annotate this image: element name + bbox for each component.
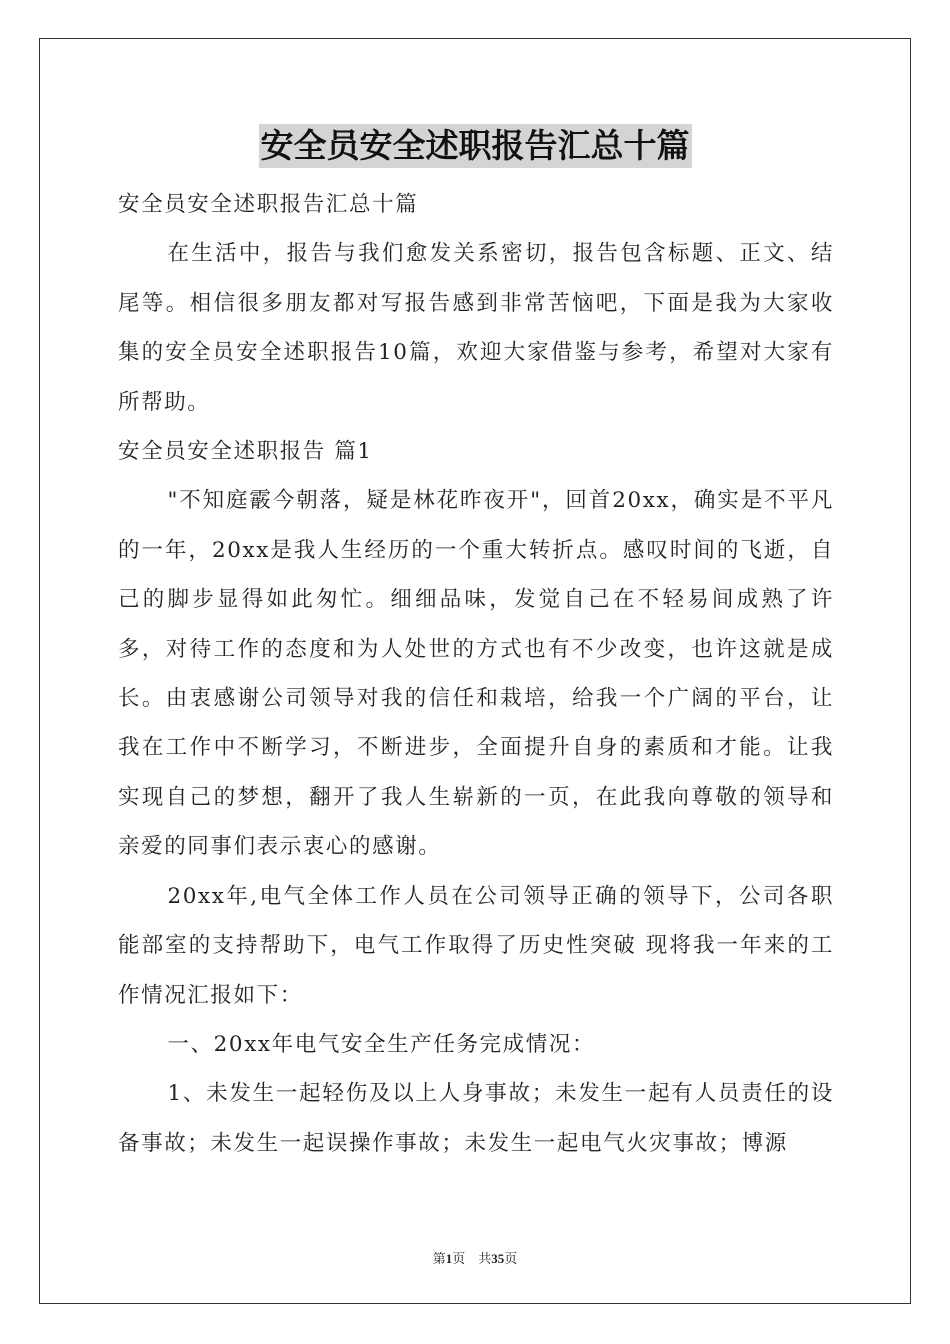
- body-paragraph: 20xx年,电气全体工作人员在公司领导正确的领导下，公司各职能部室的支持帮助下，电气工作取得了历史性突破 现将我一年来的工作情况汇报如下：: [118, 883, 834, 1008]
- body-paragraph: "不知庭霰今朝落，疑是林花昨夜开"，回首20xx，确实是不平凡的一年，20xx是我人生经历的一个重大转折点。感叹时间的飞逝，自己的脚步显得如此匆忙。细细品味，发觉自己在不轻易间成熟了许多，对待工作的态度和为人处世的方式也有不少改变，也许这就是成长。由衷感谢公司领导对我的信任和栽培，给我一个广阔的平台，让我在工作中不断学习，不断进步，全面提升自身的素质和才能。让我实现自己的梦想，翻开了我人生崭新的一页，在此我向尊敬的领导和亲爱的同事们表示衷心的感谢。: [118, 488, 834, 860]
- footer-total-pages: 35: [491, 1251, 505, 1266]
- body-paragraph: 1、未发生一起轻伤及以上人身事故；未发生一起有人员责任的设备事故；未发生一起误操作事故；未发生一起电气火灾事故；博源: [118, 1081, 834, 1156]
- footer-page-number: 1: [445, 1251, 453, 1266]
- document-title: 安全员安全述职报告汇总十篇: [259, 124, 692, 168]
- document-body: [118, 180, 834, 1168]
- footer-prefix: 第: [432, 1252, 446, 1267]
- subtitle-paragraph: 安全员安全述职报告汇总十篇: [118, 192, 419, 217]
- body-paragraph: 一、20xx年电气安全生产任务完成情况：: [167, 1031, 596, 1057]
- footer-mid: 页 共: [452, 1252, 492, 1267]
- section-heading: 安全员安全述职报告 篇1: [118, 439, 373, 465]
- page-footer: [0, 1248, 950, 1267]
- footer-suffix: 页: [504, 1252, 518, 1267]
- intro-paragraph: 在生活中，报告与我们愈发关系密切，报告包含标题、正文、结尾等。相信很多朋友都对写报告感到非常苦恼吧，下面是我为大家收集的安全员安全述职报告10篇，欢迎大家借鉴与参考，希望对大家有所帮助。: [118, 241, 834, 415]
- title-container: [0, 124, 950, 168]
